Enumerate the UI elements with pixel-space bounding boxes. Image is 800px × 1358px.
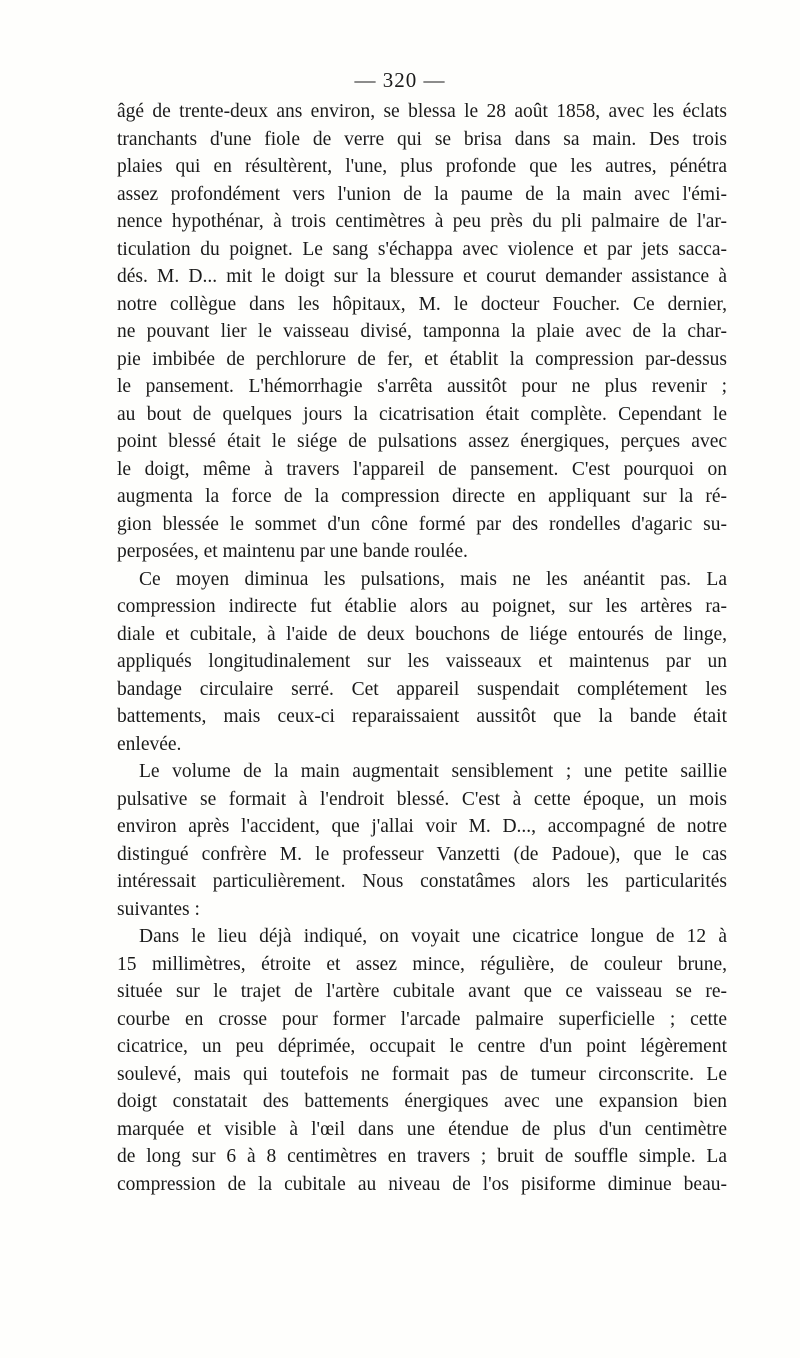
text-line: gion blessée le sommet d'un cône formé par des rondelles d'agaric su- [117,513,727,535]
text-line: Le volume de la main augmentait sensiblement ; une petite saillie [139,761,727,782]
text-line: augmenta la force de la compression directe en appliquant sur la ré- [117,486,727,507]
text-line: Ce moyen diminua les pulsations, mais ne les anéantit pas. La [139,568,727,590]
text-line: intéressait particulièrement. Nous constatâmes alors les particularités [117,871,727,892]
text-line: diale et cubitale, à l'aide de deux bouchons de liége entourés de linge, [117,623,727,645]
text-line: âgé de trente-deux ans environ, se blessa le 28 août 1858, avec les éclats [117,101,727,122]
text-line: soulevé, mais qui toutefois ne formait pas de tumeur circonscrite. Le [117,1063,727,1085]
text-line: battements, mais ceux-ci reparaissaient aussitôt que la bande était [117,706,727,727]
text-line: bandage circulaire serré. Cet appareil suspendait complétement les [117,678,727,700]
text-line: au bout de quelques jours la cicatrisation était complète. Cependant le [117,403,727,425]
text-line: compression de la cubitale au niveau de l'os pisiforme diminue beau- [117,1173,727,1195]
text-line: pulsative se formait à l'endroit blessé. C'est à cette époque, un mois [117,788,727,810]
text-line: point blessé était le siége de pulsations assez énergiques, perçues avec [117,431,727,452]
text-line: compression indirecte fut établie alors au poignet, sur les artères ra- [117,596,727,617]
text-line: située sur le trajet de l'artère cubitale avant que ce vaisseau se re- [117,981,727,1002]
text-line: plaies qui en résultèrent, l'une, plus profonde que les autres, pénétra [117,156,727,177]
text-line: appliqués longitudinalement sur les vaisseaux et maintenus par un [117,651,727,672]
text-line: Dans le lieu déjà indiqué, on voyait une cicatrice longue de 12 à [139,926,727,947]
text-line: dés. M. D... mit le doigt sur la blessure et courut demander assistance à [117,266,727,287]
text-line: de long sur 6 à 8 centimètres en travers ; bruit de souffle simple. La [117,1146,727,1167]
text-line: marquée et visible à l'œil dans une étendue de plus d'un centimètre [117,1118,727,1140]
text-line: notre collègue dans les hôpitaux, M. le docteur Foucher. Ce dernier, [117,293,727,315]
text-line: tranchants d'une fiole de verre qui se brisa dans sa main. Des trois [117,128,727,150]
text-line: doigt constatait des battements énergiques avec une expansion bien [117,1091,727,1112]
text-line: 15 millimètres, étroite et assez mince, régulière, de couleur brune, [117,953,727,975]
text-line: le pansement. L'hémorrhagie s'arrêta aussitôt pour ne plus revenir ; [117,376,727,397]
text-line: ticulation du poignet. Le sang s'échappa avec violence et par jets sacca- [117,238,727,260]
text-line: assez profondément vers l'union de la paume de la main avec l'émi- [117,183,727,205]
text-line: suivantes : [117,898,200,920]
text-line: distingué confrère M. le professeur Vanzetti (de Padoue), que le cas [117,843,727,865]
text-line: ne pouvant lier le vaisseau divisé, tamponna la plaie avec de la char- [117,321,727,342]
body-text [117,98,727,1198]
text-line: environ après l'accident, que j'allai voir M. D..., accompagné de notre [117,816,727,837]
text-line: le doigt, même à travers l'appareil de pansement. C'est pourquoi on [117,458,727,480]
page-number: — 320 — [354,68,446,92]
text-line: courbe en crosse pour former l'arcade palmaire superficielle ; cette [117,1008,727,1030]
text-line: perposées, et maintenu par une bande roulée. [117,541,468,562]
text-line: nence hypothénar, à trois centimètres à peu près du pli palmaire de l'ar- [117,211,727,232]
text-line: enlevée. [117,733,182,755]
text-line: pie imbibée de perchlorure de fer, et établit la compression par-dessus [117,348,727,370]
text-line: cicatrice, un peu déprimée, occupait le centre d'un point légèrement [117,1036,727,1057]
